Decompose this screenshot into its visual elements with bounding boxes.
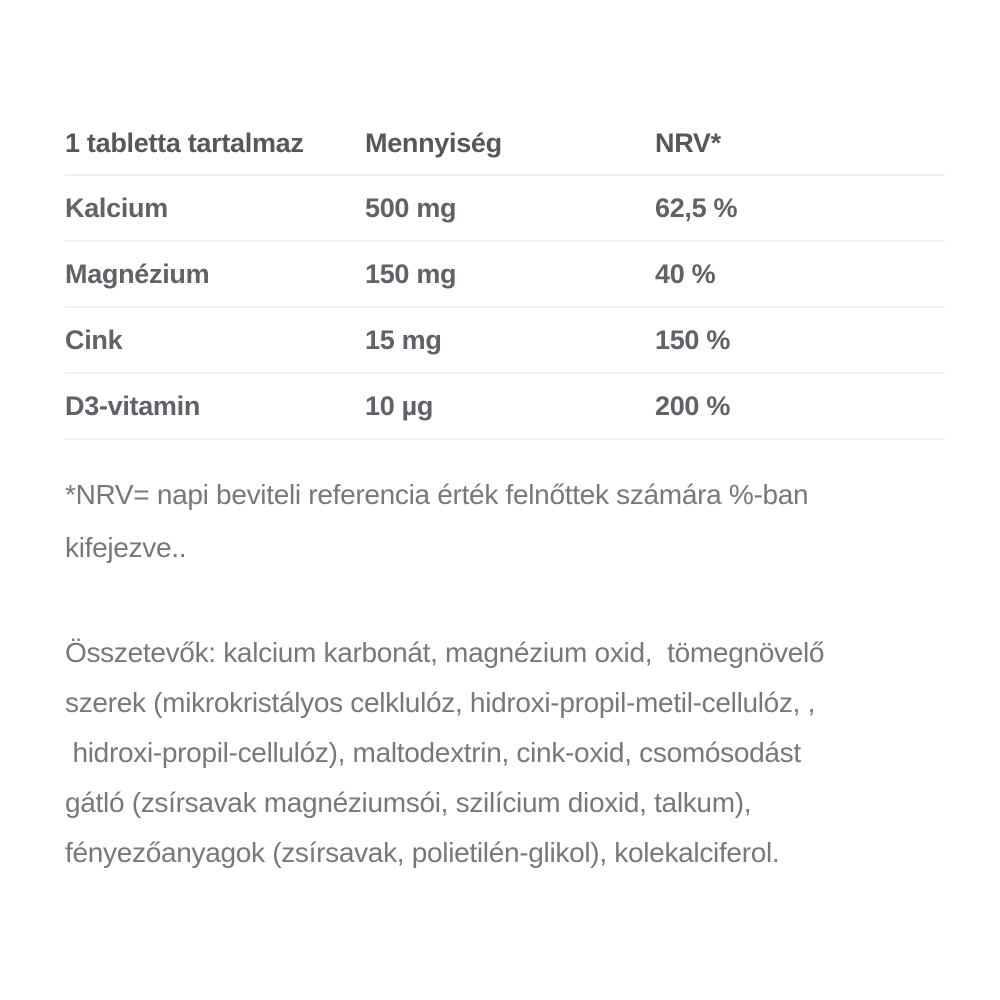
nrv-footnote: [65, 468, 945, 574]
table-row: [65, 374, 945, 440]
ingredients-line: gátló (zsírsavak magnéziumsói, szilícium dioxid, talkum),: [65, 787, 752, 818]
nutrient-nrv: 62,5 %: [655, 192, 738, 223]
nutrient-nrv: 40 %: [655, 258, 716, 289]
table-row: [65, 242, 945, 308]
nutrition-table: [65, 128, 945, 440]
ingredients-line: hidroxi-propil-cellulóz), maltodextrin, cink-oxid, csomósodást: [65, 737, 801, 768]
nutrient-amount: 150 mg: [365, 258, 457, 289]
table-row: [65, 308, 945, 374]
nutrient-name: Kalcium: [65, 192, 168, 223]
nutrient-nrv: 200 %: [655, 390, 731, 421]
column-header-amount: Mennyiség: [365, 128, 502, 158]
nutrient-amount: 15 mg: [365, 324, 442, 355]
column-header-nrv: NRV*: [655, 128, 721, 158]
ingredients-paragraph: [65, 628, 945, 878]
nutrient-name: Magnézium: [65, 258, 210, 289]
ingredients-line: fényezőanyagok (zsírsavak, polietilén-glikol), kolekalciferol.: [65, 837, 780, 868]
footnote-line: *NRV= napi beviteli referencia érték felnőttek számára %-ban: [65, 479, 809, 510]
nutrient-name: Cink: [65, 324, 123, 355]
ingredients-line: Összetevők: kalcium karbonát, magnézium oxid, tömegnövelő: [65, 637, 825, 668]
table-header-row: [65, 128, 945, 176]
nutrient-amount: 500 mg: [365, 192, 457, 223]
table-row: [65, 176, 945, 242]
nutrient-nrv: 150 %: [655, 324, 731, 355]
ingredients-line: szerek (mikrokristályos celklulóz, hidroxi-propil-metil-cellulóz, ,: [65, 687, 816, 718]
nutrient-amount: 10 µg: [365, 390, 434, 421]
footnote-line: kifejezve..: [65, 532, 187, 563]
column-header-contains: 1 tabletta tartalmaz: [65, 128, 304, 158]
nutrient-name: D3-vitamin: [65, 390, 201, 421]
